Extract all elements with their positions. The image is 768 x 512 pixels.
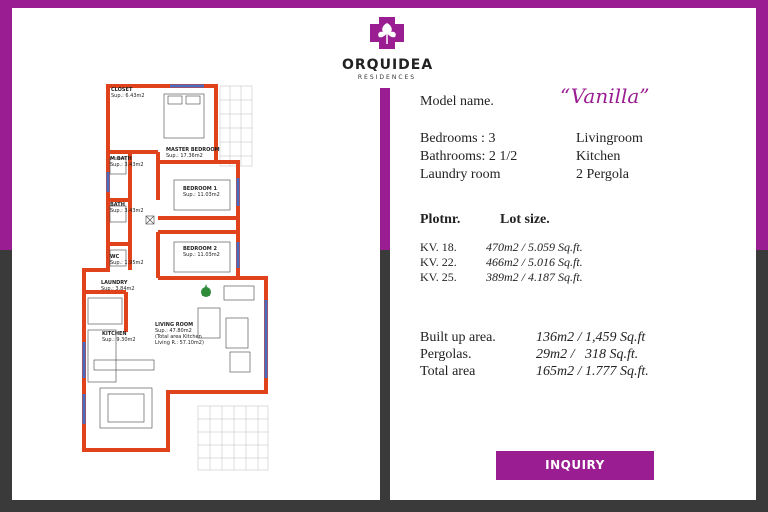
pergola-top xyxy=(220,86,252,166)
room-kitchen: KITCHEN Sup.: 9.30m2 xyxy=(102,331,136,343)
brand-subtitle: RESIDENCES xyxy=(357,74,417,81)
plant-icon xyxy=(201,284,211,297)
room-closet: CLOSET Sup.: 6.43m2 xyxy=(111,87,145,99)
room-master-bath: M.BATH Sup.: 3.43m2 xyxy=(110,156,144,168)
area-value-total: 165m2 / 1.777 Sq.ft. xyxy=(536,364,649,379)
room-laundry: LAUNDRY Sup.: 3.84m2 xyxy=(101,280,135,292)
spec-bathrooms: Bathrooms: 2 1/2 xyxy=(420,149,518,164)
spec-right-list xyxy=(576,130,643,184)
spec-pergola: 2 Pergola xyxy=(576,167,630,182)
spec-kitchen: Kitchen xyxy=(576,149,621,164)
room-bath: BATH Sup.: 3.43m2 xyxy=(110,202,144,214)
plot-row: KV. 18. xyxy=(420,240,457,254)
brand-name: ORQUIDEA xyxy=(342,57,434,73)
plot-header: Plotnr. xyxy=(420,212,461,227)
area-label-built-up: Built up area. xyxy=(420,330,496,345)
spec-laundry: Laundry room xyxy=(420,167,501,182)
top-brand-band xyxy=(0,0,768,8)
model-name: “Vanilla” xyxy=(560,84,650,108)
area-label-total: Total area xyxy=(420,364,476,379)
orchid-emblem-icon xyxy=(369,16,405,50)
plot-row: KV. 22. xyxy=(420,255,457,269)
room-wc: WC Sup.: 1.95m2 xyxy=(110,254,144,266)
room-bedroom-1: BEDROOM 1 Sup.: 11.03m2 xyxy=(183,186,220,198)
lot-row: 466m2 / 5.016 Sq.ft. xyxy=(486,255,583,269)
lot-row: 389m2 / 4.187 Sq.ft. xyxy=(486,270,583,284)
spec-livingroom: Livingroom xyxy=(576,131,643,146)
spec-bedrooms: Bedrooms : 3 xyxy=(420,131,496,146)
area-label-pergolas: Pergolas. xyxy=(420,347,472,362)
model-label: Model name. xyxy=(420,94,494,109)
lot-header: Lot size. xyxy=(500,212,550,227)
area-value-built-up: 136m2 / 1,459 Sq.ft xyxy=(536,330,646,345)
pergola-bottom xyxy=(198,406,268,470)
room-living: LIVING ROOM Sup.: 47.80m2 (Total area Kitchen Living R.: 57.10m2) xyxy=(155,322,204,346)
lot-row: 470m2 / 5.059 Sq.ft. xyxy=(486,240,583,254)
brand-logo[interactable] xyxy=(342,16,432,82)
plot-row: KV. 25. xyxy=(420,270,457,284)
room-bedroom-2: BEDROOM 2 Sup.: 11.03m2 xyxy=(183,246,220,258)
room-master-bedroom: MASTER BEDROOM Sup.: 17.36m2 xyxy=(166,147,220,159)
inquiry-button[interactable]: INQUIRY xyxy=(496,451,654,480)
spec-left-list xyxy=(420,130,517,184)
area-value-pergolas: 29m2 / 318 Sq.ft. xyxy=(536,347,639,362)
